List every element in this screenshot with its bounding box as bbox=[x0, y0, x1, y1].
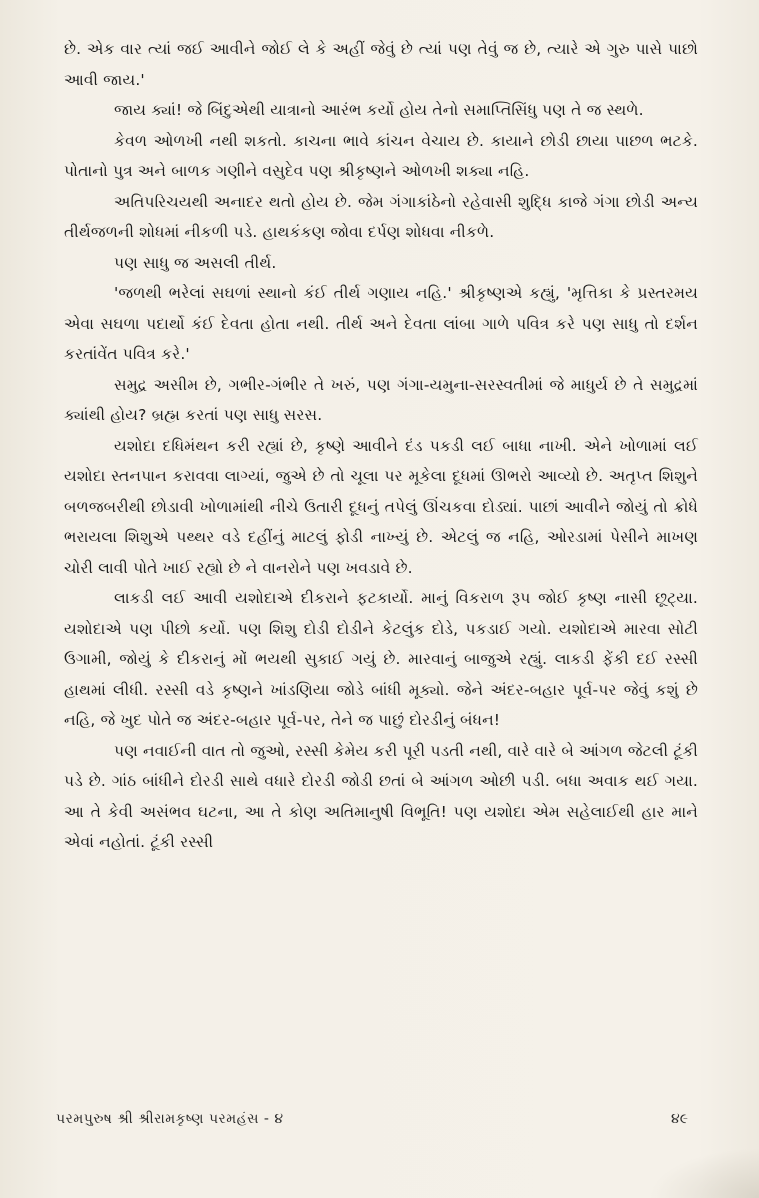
paragraph-7: સમુદ્ર અસીમ છે, ગભીર-ગંભીર તે ખરું, પણ ગંગા-યમુના-સરસ્વતીમાં જે માધુર્ય છે તે સમુદ્રમાં ક્યાંથી હોય? બ્રહ્મ કરતાં પણ સાધુ સરસ. bbox=[64, 375, 698, 424]
paragraph-1: છે. એક વાર ત્યાં જઈ આવીને જોઈ લે કે અહીં જેવું છે ત્યાં પણ તેવું જ છે, ત્યારે એ ગુરુ પાસે પાછો આવી જાય.' bbox=[64, 40, 698, 89]
paragraph-2: જાય ક્યાં! જે બિંદુએથી યાત્રાનો આરંભ કર્યો હોય તેનો સમાપ્તિસિંધુ પણ તે જ સ્થળે. bbox=[114, 101, 644, 119]
paragraph-3: કેવળ ઓળખી નથી શકતો. કાચના ભાવે કાંચન વેચાય છે. કાયાને છોડી છાયા પાછળ ભટકે. પોતાનો પુત્ર અને બાળક ગણીને વસુદેવ પણ શ્રીકૃષ્ણને ઓળખી શક્યા નહિ. bbox=[64, 131, 698, 180]
paragraph-5: પણ સાધુ જ અસલી તીર્થ. bbox=[114, 253, 277, 272]
page-footer bbox=[56, 1107, 688, 1137]
running-footer-title: પરમપુરુષ શ્રી શ્રીરામકૃષ્ણ પરમહંસ - ૪ bbox=[56, 1111, 284, 1127]
page-body-text bbox=[64, 34, 698, 858]
paragraph-10: પણ નવાઈની વાત તો જુઓ, રસ્સી કેમેય કરી પૂરી પડતી નથી, વારે વારે બે આંગળ જેટલી ટૂંકી પડે છે. ગાંઠ બાંધીને દોરડી સાથે વધારે દોરડી જોડી છતાં બે આંગળ ઓછી પડી. બધા અવાક થઈ ગયા. આ તે કેવી અસંભવ ઘટના, આ તે કોણ અતિમાનુષી વિભૂતિ! પણ યશોદા એમ સહેલાઈથી હાર માને એવાં નહોતાં. ટૂંકી રસ્સી bbox=[64, 741, 698, 851]
paragraph-6: 'જળથી ભરેલાં સઘળાં સ્થાનો કંઈ તીર્થ ગણાય નહિ.' શ્રીકૃષ્ણએ કહ્યું, 'મૃત્તિકા કે પ્રસ્તરમય એવા સઘળા પદાર્થો કંઈ દેવતા હોતા નથી. તીર્થ અને દેવતા લાંબા ગાળે પવિત્ર કરે પણ સાધુ તો દર્શન કરતાંવેંત પવિત્ર કરે.' bbox=[64, 284, 698, 363]
page-number: ૪૯ bbox=[671, 1111, 688, 1127]
paragraph-9: લાકડી લઈ આવી યશોદાએ દીકરાને ફટકાર્યો. માનું વિકરાળ રૂપ જોઈ કૃષ્ણ નાસી છૂટ્યા. યશોદાએ પણ પીછો કર્યો. પણ શિશુ દોડી દોડીને કેટલુંક દોડે, પકડાઈ ગયો. યશોદાએ મારવા સોટી ઉગામી, જોયું કે દીકરાનું મોં ભયથી સુકાઈ ગયું છે. મારવાનું બાજુએ રહ્યું. લાકડી ફેંકી દઈ રસ્સી હાથમાં લીધી. રસ્સી વડે કૃષ્ણને ખાંડણિયા જોડે બાંધી મૂક્યો. જેને અંદર-બહાર પૂર્વ-પર જેવું કશું છે નહિ, જે ખુદ પોતે જ અંદર-બહાર પૂર્વ-પર, તેને જ પાછું દોરડીનું બંધન! bbox=[64, 589, 698, 729]
page-corner-shadow bbox=[649, 1148, 759, 1198]
paragraph-4: અતિપરિચયથી અનાદર થતો હોય છે. જેમ ગંગાકાંઠેનો રહેવાસી શુદ્ધિ કાજે ગંગા છોડી અન્ય તીર્થજળની શોધમાં નીકળી પડે. હાથકંકણ જોવા દર્પણ શોધવા નીકળે. bbox=[64, 192, 698, 241]
paragraph-8: યશોદા દધિમંથન કરી રહ્યાં છે, કૃષ્ણે આવીને દંડ પકડી લઈ બાધા નાખી. એને ખોળામાં લઈ યશોદા સ્તનપાન કરાવવા લાગ્યાં, જુએ છે તો ચૂલા પર મૂકેલા દૂધમાં ઊભરો આવ્યો છે. અતૃપ્ત શિશુને બળજબરીથી છોડાવી ખોળામાંથી નીચે ઉતારી દૂધનું તપેલું ઊંચકવા દોડ્યાં. પાછાં આવીને જોયું તો ક્રોધે ભરાયલા શિશુએ પથ્થર વડે દહીંનું માટલું ફોડી નાખ્યું છે. એટલું જ નહિ, ઓરડામાં પેસીને માખણ ચોરી લાવી પોતે ખાઈ રહ્યો છે ને વાનરોને પણ ખવડાવે છે. bbox=[64, 436, 698, 577]
